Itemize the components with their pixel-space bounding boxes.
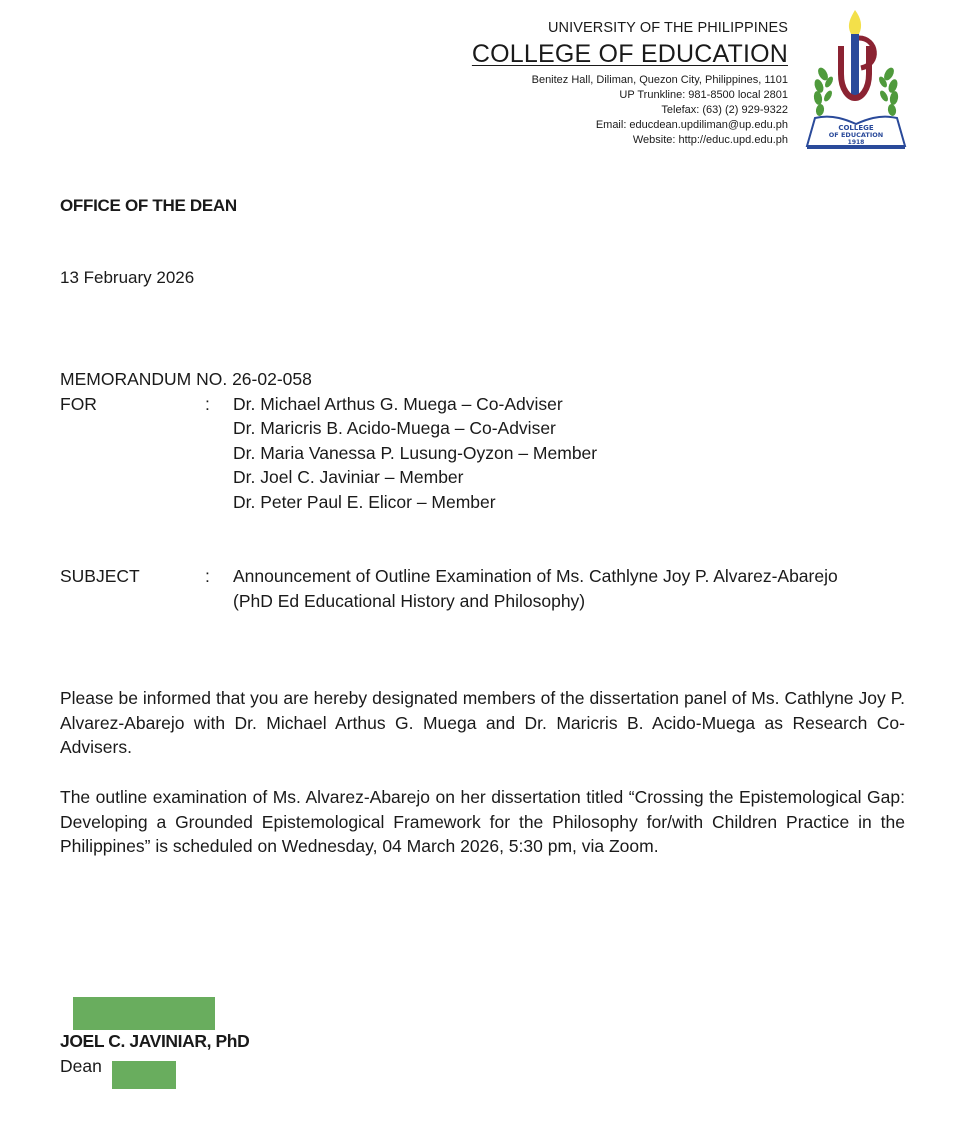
memo-number: MEMORANDUM NO. 26-02-058	[60, 369, 312, 389]
svg-text:1918: 1918	[847, 139, 865, 146]
subject-line: Announcement of Outline Examination of Ms. Cathlyne Joy P. Alvarez-Abarejo	[233, 566, 838, 586]
memo-date: 13 February 2026	[60, 268, 195, 287]
recipient: Dr. Maria Vanessa P. Lusung-Oyzon – Member	[233, 442, 598, 463]
trunkline: UP Trunkline: 981-8500 local 2801	[619, 89, 788, 101]
svg-text:COLLEGE: COLLEGE	[838, 124, 874, 132]
college-name: COLLEGE OF EDUCATION	[471, 40, 788, 68]
address: Benitez Hall, Diliman, Quezon City, Philippines, 1101	[531, 74, 788, 86]
subject-line: (PhD Ed Educational History and Philosophy)	[233, 590, 586, 611]
body-paragraph-1: Please be informed that you are hereby designated members of the dissertation panel of Ms. Cathlyne Joy P. Alvarez-Abarejo with Dr. Michael Arthus G. Muega and Dr. Maricris B. Acido-Muega as Research Co-Advisers.	[60, 688, 905, 758]
recipient: Dr. Michael Arthus G. Muega – Co-Adviser	[233, 393, 563, 414]
subject-text	[233, 564, 838, 613]
telefax: Telefax: (63) (2) 929-9322	[661, 104, 788, 116]
recipient: Dr. Peter Paul E. Elicor – Member	[233, 491, 496, 512]
for-label: FOR	[60, 393, 97, 414]
subject-colon: :	[205, 566, 210, 586]
university-name: UNIVERSITY OF THE PHILIPPINES	[547, 20, 788, 36]
recipient: Dr. Joel C. Javiniar – Member	[233, 467, 464, 488]
subject-row	[60, 564, 920, 613]
office-heading: OFFICE OF THE DEAN	[60, 196, 237, 215]
signatory-title: Dean	[60, 1056, 102, 1076]
for-colon: :	[205, 393, 210, 414]
contact-block	[532, 73, 788, 148]
recipient-list	[233, 392, 597, 515]
svg-text:OF EDUCATION: OF EDUCATION	[828, 131, 884, 139]
body-paragraph-2: The outline examination of Ms. Alvarez-Abarejo on her dissertation titled “Crossing the Epistemological Gap: Developing a Grounded Epistemological Framework for the Philosophy for/with Children Practice in the Philippines” is scheduled on Wednesday, 04 March 2026, 5:30 pm, via Zoom.	[60, 787, 905, 857]
recipient: Dr. Maricris B. Acido-Muega – Co-Adviser	[233, 418, 556, 439]
initials-redaction	[112, 1061, 176, 1089]
signatory-name: JOEL C. JAVINIAR, PhD	[60, 1031, 250, 1051]
college-seal-icon	[803, 6, 909, 152]
subject-label: SUBJECT	[60, 566, 140, 586]
memo-header	[60, 367, 597, 515]
website: Website: http://educ.upd.edu.ph	[632, 134, 788, 146]
for-row	[60, 392, 597, 515]
signature-redaction	[73, 997, 215, 1030]
email: Email: educdean.updiliman@up.edu.ph	[595, 119, 788, 131]
